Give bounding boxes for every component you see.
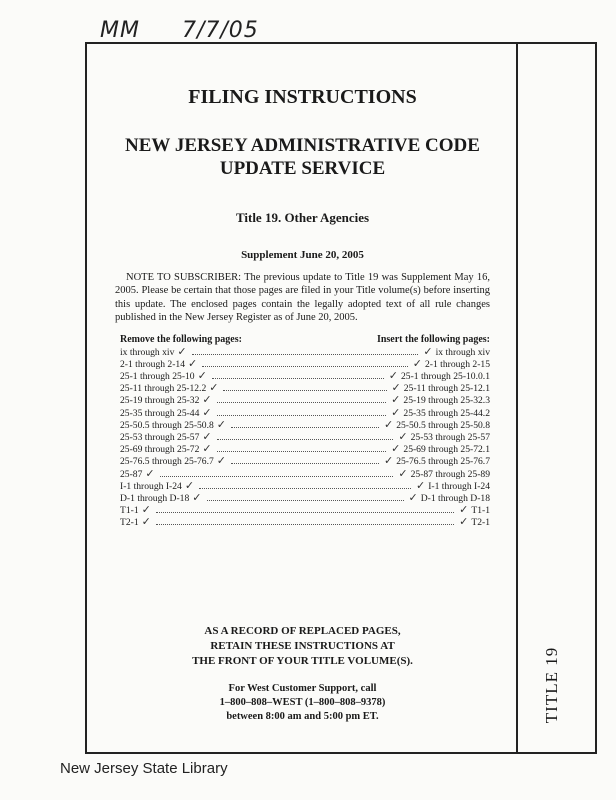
checkmark-icon: ✓ <box>391 381 401 395</box>
remove-pages: 25-11 through 25-12.2 <box>120 383 207 395</box>
insert-pages: 2-1 through 2-15 <box>424 358 490 370</box>
table-row <box>120 431 490 443</box>
remove-pages: T2-1 <box>120 517 139 529</box>
leader-dots <box>207 500 404 501</box>
checkmark-icon: ✓ <box>388 369 398 382</box>
remove-pages: 25-35 through 25-44 <box>120 407 200 419</box>
leader-dots <box>223 390 386 391</box>
insert-pages: 25-87 through 25-89 <box>410 468 490 480</box>
table-row <box>120 419 490 431</box>
checkmark-icon: ✓ <box>141 503 151 517</box>
checkmark-icon: ✓ <box>459 503 469 517</box>
checkmark-icon: ✓ <box>383 417 394 431</box>
tab-divider <box>516 42 518 754</box>
checkmark-icon: ✓ <box>391 442 401 456</box>
checkmark-icon: ✓ <box>391 405 401 419</box>
handwritten-annotation <box>100 18 259 43</box>
remove-pages: 25-19 through 25-32 <box>120 395 200 407</box>
checkmark-icon: ✓ <box>412 356 422 370</box>
handwritten-date: 7/7/05 <box>181 18 259 43</box>
record-line2: RETAIN THESE INSTRUCTIONS AT <box>210 640 395 652</box>
leader-dots <box>217 439 394 440</box>
leader-dots <box>231 427 379 428</box>
insert-pages: 25-53 through 25-57 <box>410 431 490 443</box>
checkmark-icon: ✓ <box>423 344 433 358</box>
leader-dots <box>156 512 454 513</box>
checkmark-icon: ✓ <box>145 466 155 480</box>
title-tab <box>527 640 577 730</box>
table-row <box>120 358 490 370</box>
table-row <box>120 346 490 358</box>
record-line3: THE FRONT OF YOUR TITLE VOLUME(S). <box>192 655 413 667</box>
table-row <box>120 370 490 382</box>
insert-pages: ix through xiv <box>435 346 490 358</box>
remove-pages: 25-53 through 25-57 <box>120 431 200 443</box>
insert-pages: 25-19 through 25-32.3 <box>403 395 490 407</box>
library-stamp: New Jersey State Library <box>60 760 228 777</box>
checkmark-icon: ✓ <box>202 393 212 407</box>
checkmark-icon: ✓ <box>202 405 212 419</box>
checkmark-icon: ✓ <box>192 490 202 504</box>
checkmark-icon: ✓ <box>202 429 212 443</box>
support-line1: For West Customer Support, call <box>228 683 377 694</box>
insert-pages: 25-35 through 25-44.2 <box>403 407 490 419</box>
supplement-date: Supplement June 20, 2005 <box>241 249 364 261</box>
record-notice <box>115 624 490 669</box>
leader-dots <box>160 476 394 477</box>
checkmark-icon: ✓ <box>177 344 187 358</box>
leader-dots <box>199 488 411 489</box>
insert-header: Insert the following pages: <box>376 333 490 345</box>
leader-dots <box>212 378 384 379</box>
title-subheading: Title 19. Other Agencies <box>235 210 370 225</box>
checkmark-icon: ✓ <box>398 429 408 443</box>
remove-pages: D-1 through D-18 <box>120 492 190 504</box>
main-content <box>115 80 490 528</box>
support-phone: 1–800–808–WEST (1–800–808–9378) <box>219 697 386 708</box>
remove-header: Remove the following pages: <box>120 333 242 345</box>
table-row <box>120 504 490 516</box>
table-row <box>120 382 490 394</box>
checkmark-icon: ✓ <box>216 417 227 431</box>
remove-pages: 25-87 <box>120 468 143 480</box>
title-tab-label: TITLE 19 <box>542 646 562 724</box>
remove-pages: 25-76.5 through 25-76.7 <box>120 456 214 468</box>
leader-dots <box>156 524 454 525</box>
checkmark-icon: ✓ <box>141 515 151 529</box>
remove-pages: 2-1 through 2-14 <box>120 358 186 370</box>
checkmark-icon: ✓ <box>398 466 408 480</box>
record-line1: AS A RECORD OF REPLACED PAGES, <box>204 625 401 637</box>
table-row <box>120 455 490 467</box>
checkmark-icon: ✓ <box>408 490 418 504</box>
checkmark-icon: ✓ <box>383 454 394 468</box>
remove-pages: T1-1 <box>120 505 139 517</box>
remove-pages: 25-50.5 through 25-50.8 <box>120 419 214 431</box>
code-title-line1: NEW JERSEY ADMINISTRATIVE CODE <box>125 135 480 156</box>
table-row <box>120 492 490 504</box>
leader-dots <box>217 451 387 452</box>
insert-pages: D-1 through D-18 <box>420 492 490 504</box>
subscriber-note-text: NOTE TO SUBSCRIBER: The previous update to Title 19 was Supplement May 16, 2005. Please be certain that those pages are filed in your Title volume(s) before inserting this update. The enclosed pages contain the legally adopted text of all rule changes published in the New Jersey Register as of June 20, 2005. <box>115 272 490 324</box>
checkmark-icon: ✓ <box>188 356 198 370</box>
code-title-line2: UPDATE SERVICE <box>219 158 386 179</box>
table-row <box>120 480 490 492</box>
checkmark-icon: ✓ <box>459 515 469 529</box>
leader-dots <box>217 415 387 416</box>
remove-pages: I-1 through I-24 <box>120 480 182 492</box>
remove-pages: 25-1 through 25-10 <box>120 371 195 382</box>
insert-pages: I-1 through I-24 <box>428 480 490 492</box>
code-title <box>115 134 490 180</box>
checkmark-icon: ✓ <box>209 381 219 395</box>
handwritten-initials: MM <box>100 18 140 43</box>
table-row <box>120 443 490 455</box>
insert-pages: 25-50.5 through 25-50.8 <box>396 419 490 431</box>
remove-pages: ix through xiv <box>120 346 175 358</box>
leader-dots <box>217 402 387 403</box>
checkmark-icon: ✓ <box>202 442 212 456</box>
insert-pages: 25-69 through 25-72.1 <box>403 444 490 456</box>
pages-table <box>120 346 490 529</box>
table-row <box>120 394 490 406</box>
leader-dots <box>231 463 379 464</box>
insert-pages: 25-11 through 25-12.1 <box>403 383 490 395</box>
checkmark-icon: ✓ <box>216 454 227 468</box>
customer-support <box>115 682 490 724</box>
insert-pages: 25-1 through 25-10.0.1 <box>401 371 490 382</box>
insert-pages: T1-1 <box>471 505 490 517</box>
support-hours: between 8:00 am and 5:00 pm ET. <box>226 711 379 722</box>
checkmark-icon: ✓ <box>391 393 401 407</box>
checkmark-icon: ✓ <box>415 478 426 492</box>
remove-pages: 25-69 through 25-72 <box>120 444 200 456</box>
leader-dots <box>202 366 408 367</box>
table-row <box>120 468 490 480</box>
table-row <box>120 516 490 528</box>
subscriber-note <box>115 271 490 325</box>
page-title: FILING INSTRUCTIONS <box>188 86 417 108</box>
insert-pages: T2-1 <box>471 517 490 529</box>
checkmark-icon: ✓ <box>197 369 207 382</box>
pages-table-header <box>120 334 490 345</box>
insert-pages: 25-76.5 through 25-76.7 <box>396 456 490 468</box>
table-row <box>120 407 490 419</box>
leader-dots <box>192 354 419 355</box>
checkmark-icon: ✓ <box>184 478 195 492</box>
